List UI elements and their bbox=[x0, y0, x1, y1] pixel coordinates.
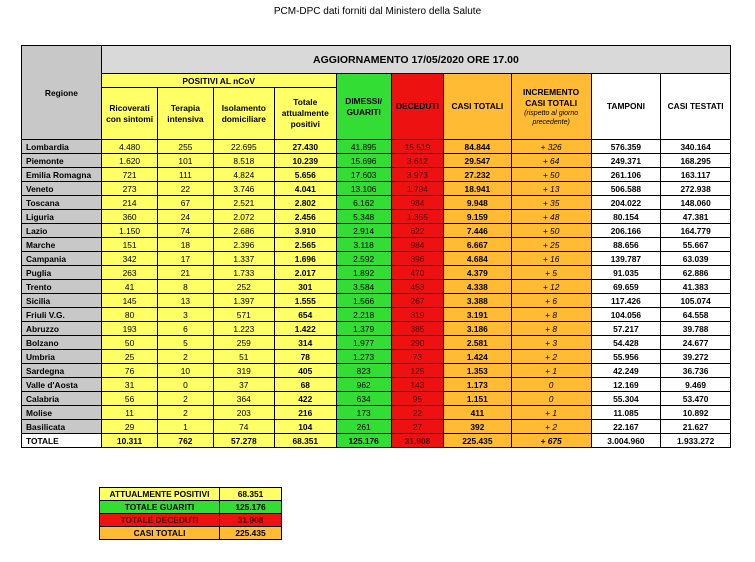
cell-tamp: 506.588 bbox=[591, 182, 661, 196]
cell-tamp: 12.169 bbox=[591, 378, 661, 392]
table-row bbox=[22, 336, 731, 350]
cell-ric: 50 bbox=[101, 336, 157, 350]
cell-regione: Lombardia bbox=[22, 140, 102, 154]
cell-casi: 84.844 bbox=[444, 140, 512, 154]
cell-ric: 31 bbox=[101, 378, 157, 392]
cell-dim: 261 bbox=[336, 420, 391, 434]
cell-ti: 67 bbox=[158, 196, 213, 210]
cell-regione: Molise bbox=[22, 406, 102, 420]
cell-dim: 1.892 bbox=[336, 266, 391, 280]
cell-regione: Campania bbox=[22, 252, 102, 266]
cell-tot: 1.696 bbox=[275, 252, 336, 266]
cell-tot: 216 bbox=[275, 406, 336, 420]
cell-dec: 22 bbox=[391, 406, 443, 420]
cell-regione: TOTALE bbox=[22, 434, 102, 448]
cell-test: 36.736 bbox=[661, 364, 731, 378]
cell-casi: 1.173 bbox=[444, 378, 512, 392]
cell-casi: 1.424 bbox=[444, 350, 512, 364]
cell-iso: 74 bbox=[213, 420, 274, 434]
cell-iso: 2.686 bbox=[213, 224, 274, 238]
cell-regione: Valle d'Aosta bbox=[22, 378, 102, 392]
cell-inc: + 2 bbox=[511, 420, 591, 434]
cell-test: 64.558 bbox=[661, 308, 731, 322]
cell-tamp: 57.217 bbox=[591, 322, 661, 336]
cell-regione: Toscana bbox=[22, 196, 102, 210]
cell-ti: 255 bbox=[158, 140, 213, 154]
cell-inc: + 35 bbox=[511, 196, 591, 210]
cell-tamp: 80.154 bbox=[591, 210, 661, 224]
cell-dec: 470 bbox=[391, 266, 443, 280]
table-row bbox=[22, 308, 731, 322]
cell-iso: 3.746 bbox=[213, 182, 274, 196]
summary-value: 225.435 bbox=[220, 527, 282, 540]
cell-iso: 51 bbox=[213, 350, 274, 364]
cell-tot: 68 bbox=[275, 378, 336, 392]
cell-tamp: 104.056 bbox=[591, 308, 661, 322]
cell-dec: 1.794 bbox=[391, 182, 443, 196]
cell-ric: 263 bbox=[101, 266, 157, 280]
cell-casi: 225.435 bbox=[444, 434, 512, 448]
summary-table bbox=[99, 487, 282, 540]
cell-test: 9.469 bbox=[661, 378, 731, 392]
header-ricoverati: Ricoverati con sintomi bbox=[101, 88, 157, 140]
cell-ti: 2 bbox=[158, 406, 213, 420]
cell-ric: 80 bbox=[101, 308, 157, 322]
table-row bbox=[22, 392, 731, 406]
cell-test: 62.886 bbox=[661, 266, 731, 280]
cell-dec: 3.973 bbox=[391, 168, 443, 182]
cell-ric: 4.480 bbox=[101, 140, 157, 154]
cell-dec: 984 bbox=[391, 196, 443, 210]
cell-iso: 2.396 bbox=[213, 238, 274, 252]
cell-dec: 73 bbox=[391, 350, 443, 364]
cell-inc: + 8 bbox=[511, 308, 591, 322]
cell-casi: 3.191 bbox=[444, 308, 512, 322]
cell-tot: 2.017 bbox=[275, 266, 336, 280]
cell-test: 39.272 bbox=[661, 350, 731, 364]
cell-tamp: 69.659 bbox=[591, 280, 661, 294]
cell-tot: 10.239 bbox=[275, 154, 336, 168]
cell-iso: 2.521 bbox=[213, 196, 274, 210]
table-row bbox=[22, 196, 731, 210]
summary-row bbox=[100, 488, 282, 501]
cell-dec: 396 bbox=[391, 252, 443, 266]
cell-iso: 8.518 bbox=[213, 154, 274, 168]
cell-casi: 27.232 bbox=[444, 168, 512, 182]
cell-ti: 1 bbox=[158, 420, 213, 434]
cell-tot: 1.555 bbox=[275, 294, 336, 308]
header-deceduti: DECEDUTI bbox=[391, 74, 443, 140]
table-row bbox=[22, 280, 731, 294]
cell-regione: Abruzzo bbox=[22, 322, 102, 336]
header-terapia: Terapia intensiva bbox=[158, 88, 213, 140]
cell-inc: + 48 bbox=[511, 210, 591, 224]
header-incremento-note: (rispetto al giorno precedente) bbox=[524, 109, 579, 126]
cell-regione: Umbria bbox=[22, 350, 102, 364]
totals-row bbox=[22, 434, 731, 448]
header-update: AGGIORNAMENTO 17/05/2020 ORE 17.00 bbox=[101, 46, 730, 74]
summary-value: 31.908 bbox=[220, 514, 282, 527]
cell-tot: 314 bbox=[275, 336, 336, 350]
cell-dec: 15.519 bbox=[391, 140, 443, 154]
cell-test: 1.933.272 bbox=[661, 434, 731, 448]
cell-ti: 13 bbox=[158, 294, 213, 308]
header-totale-positivi: Totale attualmente positivi bbox=[275, 88, 336, 140]
summary-row bbox=[100, 514, 282, 527]
cell-dim: 962 bbox=[336, 378, 391, 392]
cell-inc: + 675 bbox=[511, 434, 591, 448]
cell-tot: 301 bbox=[275, 280, 336, 294]
table-row bbox=[22, 140, 731, 154]
cell-casi: 29.547 bbox=[444, 154, 512, 168]
cell-iso: 57.278 bbox=[213, 434, 274, 448]
cell-tamp: 88.656 bbox=[591, 238, 661, 252]
cell-dim: 1.273 bbox=[336, 350, 391, 364]
header-tamponi: TAMPONI bbox=[591, 74, 661, 140]
cell-tot: 27.430 bbox=[275, 140, 336, 154]
table-row bbox=[22, 182, 731, 196]
cell-ti: 5 bbox=[158, 336, 213, 350]
cell-casi: 411 bbox=[444, 406, 512, 420]
cell-dec: 290 bbox=[391, 336, 443, 350]
cell-dec: 267 bbox=[391, 294, 443, 308]
cell-inc: + 50 bbox=[511, 224, 591, 238]
cell-inc: + 64 bbox=[511, 154, 591, 168]
cell-ric: 76 bbox=[101, 364, 157, 378]
table-row bbox=[22, 406, 731, 420]
cell-ti: 8 bbox=[158, 280, 213, 294]
cell-regione: Lazio bbox=[22, 224, 102, 238]
covid-data-table bbox=[21, 45, 731, 448]
summary-label: TOTALE GUARITI bbox=[100, 501, 220, 514]
cell-ric: 1.620 bbox=[101, 154, 157, 168]
table-row bbox=[22, 238, 731, 252]
cell-tot: 3.910 bbox=[275, 224, 336, 238]
cell-dim: 3.118 bbox=[336, 238, 391, 252]
cell-regione: Liguria bbox=[22, 210, 102, 224]
cell-dim: 5.348 bbox=[336, 210, 391, 224]
summary-label: CASI TOTALI bbox=[100, 527, 220, 540]
cell-ti: 2 bbox=[158, 392, 213, 406]
cell-ti: 2 bbox=[158, 350, 213, 364]
cell-ric: 151 bbox=[101, 238, 157, 252]
table-row bbox=[22, 420, 731, 434]
cell-test: 39.788 bbox=[661, 322, 731, 336]
cell-ric: 29 bbox=[101, 420, 157, 434]
cell-ti: 17 bbox=[158, 252, 213, 266]
cell-dim: 17.603 bbox=[336, 168, 391, 182]
cell-tamp: 204.022 bbox=[591, 196, 661, 210]
cell-dim: 1.379 bbox=[336, 322, 391, 336]
table-row bbox=[22, 154, 731, 168]
cell-tamp: 55.304 bbox=[591, 392, 661, 406]
cell-dim: 2.218 bbox=[336, 308, 391, 322]
cell-regione: Calabria bbox=[22, 392, 102, 406]
cell-dim: 6.162 bbox=[336, 196, 391, 210]
cell-iso: 1.733 bbox=[213, 266, 274, 280]
cell-tot: 1.422 bbox=[275, 322, 336, 336]
table-row bbox=[22, 168, 731, 182]
cell-dim: 1.977 bbox=[336, 336, 391, 350]
cell-casi: 7.446 bbox=[444, 224, 512, 238]
table-row bbox=[22, 350, 731, 364]
table-row bbox=[22, 378, 731, 392]
cell-inc: + 16 bbox=[511, 252, 591, 266]
cell-ti: 101 bbox=[158, 154, 213, 168]
cell-casi: 1.353 bbox=[444, 364, 512, 378]
cell-tamp: 55.956 bbox=[591, 350, 661, 364]
cell-casi: 3.388 bbox=[444, 294, 512, 308]
table-row bbox=[22, 266, 731, 280]
cell-iso: 252 bbox=[213, 280, 274, 294]
cell-inc: 0 bbox=[511, 378, 591, 392]
cell-ti: 74 bbox=[158, 224, 213, 238]
cell-ric: 193 bbox=[101, 322, 157, 336]
cell-tamp: 206.166 bbox=[591, 224, 661, 238]
cell-regione: Puglia bbox=[22, 266, 102, 280]
table-row bbox=[22, 210, 731, 224]
cell-test: 340.164 bbox=[661, 140, 731, 154]
cell-dim: 173 bbox=[336, 406, 391, 420]
cell-test: 55.667 bbox=[661, 238, 731, 252]
cell-dim: 634 bbox=[336, 392, 391, 406]
cell-test: 21.627 bbox=[661, 420, 731, 434]
cell-regione: Piemonte bbox=[22, 154, 102, 168]
cell-dim: 2.592 bbox=[336, 252, 391, 266]
summary-label: ATTUALMENTE POSITIVI bbox=[100, 488, 220, 501]
cell-dim: 2.914 bbox=[336, 224, 391, 238]
header-casi-totali: CASI TOTALI bbox=[444, 74, 512, 140]
cell-dec: 27 bbox=[391, 420, 443, 434]
cell-dim: 3.584 bbox=[336, 280, 391, 294]
cell-tamp: 3.004.960 bbox=[591, 434, 661, 448]
cell-casi: 2.581 bbox=[444, 336, 512, 350]
cell-dec: 385 bbox=[391, 322, 443, 336]
header-casi-testati: CASI TESTATI bbox=[661, 74, 731, 140]
cell-inc: + 326 bbox=[511, 140, 591, 154]
cell-regione: Emilia Romagna bbox=[22, 168, 102, 182]
summary-row bbox=[100, 501, 282, 514]
cell-ric: 10.311 bbox=[101, 434, 157, 448]
cell-tot: 104 bbox=[275, 420, 336, 434]
cell-tot: 405 bbox=[275, 364, 336, 378]
cell-ti: 24 bbox=[158, 210, 213, 224]
cell-dim: 1.566 bbox=[336, 294, 391, 308]
cell-dec: 143 bbox=[391, 378, 443, 392]
cell-iso: 37 bbox=[213, 378, 274, 392]
table-row bbox=[22, 252, 731, 266]
cell-tot: 2.456 bbox=[275, 210, 336, 224]
cell-tot: 2.565 bbox=[275, 238, 336, 252]
cell-tot: 2.802 bbox=[275, 196, 336, 210]
cell-iso: 22.695 bbox=[213, 140, 274, 154]
cell-tot: 422 bbox=[275, 392, 336, 406]
cell-dim: 13.106 bbox=[336, 182, 391, 196]
table-row bbox=[22, 224, 731, 238]
cell-ti: 6 bbox=[158, 322, 213, 336]
cell-ric: 214 bbox=[101, 196, 157, 210]
cell-inc: + 1 bbox=[511, 364, 591, 378]
cell-ti: 3 bbox=[158, 308, 213, 322]
cell-inc: + 12 bbox=[511, 280, 591, 294]
cell-dec: 3.612 bbox=[391, 154, 443, 168]
cell-iso: 259 bbox=[213, 336, 274, 350]
cell-ric: 41 bbox=[101, 280, 157, 294]
cell-inc: + 50 bbox=[511, 168, 591, 182]
cell-regione: Veneto bbox=[22, 182, 102, 196]
cell-casi: 18.941 bbox=[444, 182, 512, 196]
cell-regione: Basilicata bbox=[22, 420, 102, 434]
cell-tamp: 54.428 bbox=[591, 336, 661, 350]
cell-ti: 762 bbox=[158, 434, 213, 448]
cell-inc: + 6 bbox=[511, 294, 591, 308]
cell-casi: 3.186 bbox=[444, 322, 512, 336]
cell-dec: 622 bbox=[391, 224, 443, 238]
cell-test: 10.892 bbox=[661, 406, 731, 420]
cell-casi: 4.379 bbox=[444, 266, 512, 280]
summary-value: 68.351 bbox=[220, 488, 282, 501]
cell-regione: Friuli V.G. bbox=[22, 308, 102, 322]
cell-iso: 364 bbox=[213, 392, 274, 406]
summary-value: 125.176 bbox=[220, 501, 282, 514]
cell-tamp: 139.787 bbox=[591, 252, 661, 266]
cell-dec: 319 bbox=[391, 308, 443, 322]
cell-tamp: 22.167 bbox=[591, 420, 661, 434]
cell-regione: Trento bbox=[22, 280, 102, 294]
cell-tot: 68.351 bbox=[275, 434, 336, 448]
cell-dim: 823 bbox=[336, 364, 391, 378]
table-row bbox=[22, 364, 731, 378]
header-incremento bbox=[511, 74, 591, 140]
cell-dim: 41.895 bbox=[336, 140, 391, 154]
cell-test: 105.074 bbox=[661, 294, 731, 308]
header-incremento-title: INCREMENTO CASI TOTALI bbox=[523, 86, 580, 108]
cell-casi: 392 bbox=[444, 420, 512, 434]
cell-ric: 360 bbox=[101, 210, 157, 224]
table-row bbox=[22, 322, 731, 336]
cell-dec: 453 bbox=[391, 280, 443, 294]
cell-ric: 11 bbox=[101, 406, 157, 420]
summary-row bbox=[100, 527, 282, 540]
cell-casi: 9.948 bbox=[444, 196, 512, 210]
cell-iso: 1.337 bbox=[213, 252, 274, 266]
cell-ric: 145 bbox=[101, 294, 157, 308]
cell-regione: Sardegna bbox=[22, 364, 102, 378]
cell-regione: Marche bbox=[22, 238, 102, 252]
cell-ti: 10 bbox=[158, 364, 213, 378]
cell-casi: 4.684 bbox=[444, 252, 512, 266]
cell-inc: 0 bbox=[511, 392, 591, 406]
cell-test: 53.470 bbox=[661, 392, 731, 406]
summary-label: TOTALE DECEDUTI bbox=[100, 514, 220, 527]
cell-tamp: 11.085 bbox=[591, 406, 661, 420]
cell-ric: 25 bbox=[101, 350, 157, 364]
cell-ric: 721 bbox=[101, 168, 157, 182]
cell-tamp: 249.371 bbox=[591, 154, 661, 168]
cell-inc: + 1 bbox=[511, 406, 591, 420]
cell-ti: 111 bbox=[158, 168, 213, 182]
cell-iso: 1.397 bbox=[213, 294, 274, 308]
cell-test: 163.117 bbox=[661, 168, 731, 182]
cell-inc: + 8 bbox=[511, 322, 591, 336]
cell-test: 24.677 bbox=[661, 336, 731, 350]
cell-ric: 342 bbox=[101, 252, 157, 266]
cell-casi: 1.151 bbox=[444, 392, 512, 406]
page-title: PCM-DPC dati forniti dal Ministero della Salute bbox=[273, 6, 482, 17]
header-positivi: POSITIVI AL nCoV bbox=[101, 74, 336, 88]
header-dimessi: DIMESSI/ GUARITI bbox=[336, 74, 391, 140]
cell-ric: 56 bbox=[101, 392, 157, 406]
cell-inc: + 13 bbox=[511, 182, 591, 196]
cell-tamp: 91.035 bbox=[591, 266, 661, 280]
cell-dec: 31.908 bbox=[391, 434, 443, 448]
cell-ti: 18 bbox=[158, 238, 213, 252]
cell-casi: 6.667 bbox=[444, 238, 512, 252]
header-isolamento: Isolamento domiciliare bbox=[213, 88, 274, 140]
cell-iso: 203 bbox=[213, 406, 274, 420]
cell-dim: 15.696 bbox=[336, 154, 391, 168]
cell-tamp: 42.249 bbox=[591, 364, 661, 378]
cell-test: 148.060 bbox=[661, 196, 731, 210]
cell-dec: 984 bbox=[391, 238, 443, 252]
cell-tamp: 576.359 bbox=[591, 140, 661, 154]
cell-dec: 95 bbox=[391, 392, 443, 406]
cell-tot: 5.656 bbox=[275, 168, 336, 182]
cell-tot: 78 bbox=[275, 350, 336, 364]
cell-iso: 571 bbox=[213, 308, 274, 322]
cell-test: 168.295 bbox=[661, 154, 731, 168]
cell-dec: 1.355 bbox=[391, 210, 443, 224]
cell-test: 47.381 bbox=[661, 210, 731, 224]
cell-ti: 0 bbox=[158, 378, 213, 392]
cell-ti: 22 bbox=[158, 182, 213, 196]
cell-tot: 654 bbox=[275, 308, 336, 322]
cell-test: 272.938 bbox=[661, 182, 731, 196]
cell-regione: Sicilia bbox=[22, 294, 102, 308]
cell-iso: 1.223 bbox=[213, 322, 274, 336]
cell-regione: Bolzano bbox=[22, 336, 102, 350]
cell-inc: + 2 bbox=[511, 350, 591, 364]
cell-inc: + 5 bbox=[511, 266, 591, 280]
cell-casi: 4.338 bbox=[444, 280, 512, 294]
cell-tamp: 117.426 bbox=[591, 294, 661, 308]
cell-inc: + 25 bbox=[511, 238, 591, 252]
header-regione: Regione bbox=[22, 46, 102, 140]
cell-iso: 319 bbox=[213, 364, 274, 378]
cell-inc: + 3 bbox=[511, 336, 591, 350]
cell-ric: 1.150 bbox=[101, 224, 157, 238]
cell-test: 164.779 bbox=[661, 224, 731, 238]
cell-test: 63.039 bbox=[661, 252, 731, 266]
cell-dec: 125 bbox=[391, 364, 443, 378]
cell-tot: 4.041 bbox=[275, 182, 336, 196]
cell-test: 41.383 bbox=[661, 280, 731, 294]
table-row bbox=[22, 294, 731, 308]
cell-casi: 9.159 bbox=[444, 210, 512, 224]
cell-iso: 4.824 bbox=[213, 168, 274, 182]
cell-iso: 2.072 bbox=[213, 210, 274, 224]
cell-ti: 21 bbox=[158, 266, 213, 280]
cell-dim: 125.176 bbox=[336, 434, 391, 448]
cell-tamp: 261.106 bbox=[591, 168, 661, 182]
cell-ric: 273 bbox=[101, 182, 157, 196]
